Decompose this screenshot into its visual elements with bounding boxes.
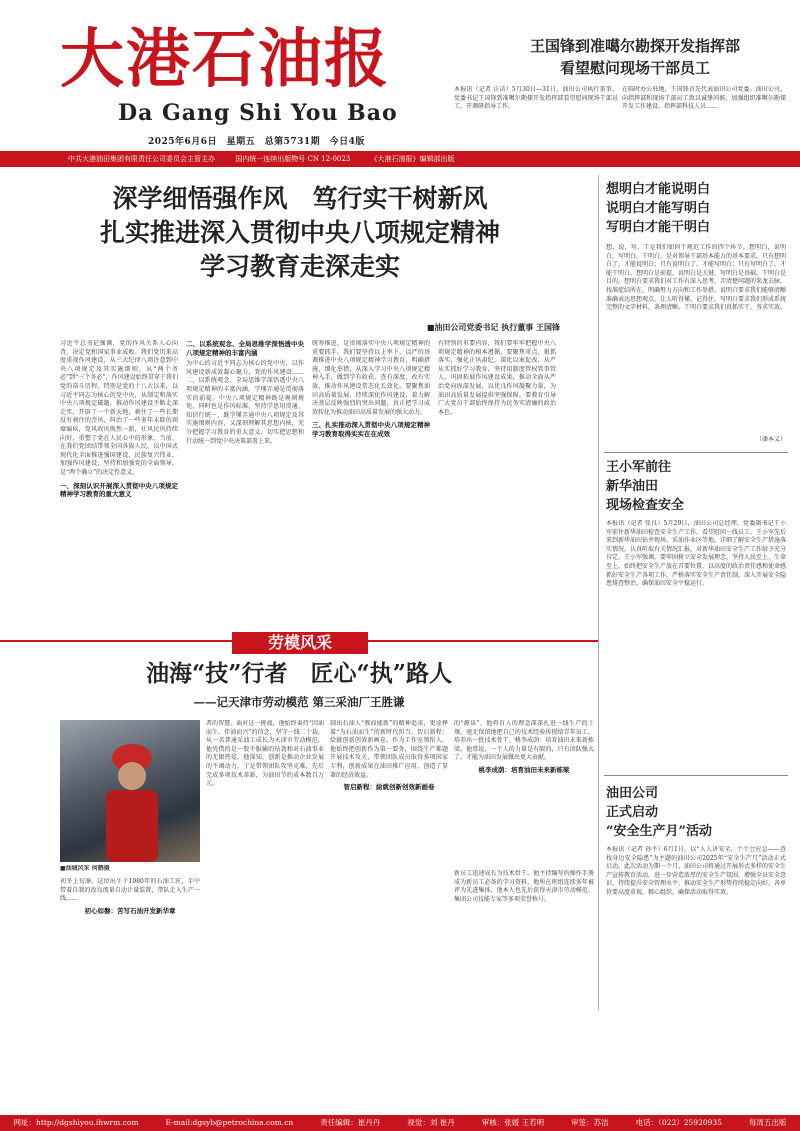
top-story-headline-2: 看望慰问现场干部员工: [559, 59, 710, 77]
feature-col-5: 新员工迅速成长为技术骨干。他主持编写的操作手册成为新员工必备的学习资料，他所在班组连续多年被评为先进集体，他本人也先后获得天津市劳动模范、集团公司技能专家等多项荣誉称号。: [454, 870, 594, 903]
sidebar1-body: 想，说，写，干是我们如何干规范工作的四个环节。想明白，说明白，写明白，干明白，是对领导干部基本能力的基本要求。只有想明白了，才能说明白；只有说明白了，才能写明白；只有写明白了，才能干明白。想明白是前提，说明白是关键，写明白是基础，干明白是目的。想明白要求我们对工作有深入思考，弄清楚问题的来龙去脉，找准症结所在，明确努力方向和工作举措。说明白要求我们能够清晰准确表达思想观点，让人听得懂、记得住。写明白要求我们形成系统完整的文字材料，条理清晰。干明白要求我们真抓实干、务求实效。: [606, 244, 786, 312]
lead-col-2-text: 为中心的习近平同志为核心的党中央，以作风建设新成效凝心聚力，党的作风建设……二、以系统观念、全局思维学深悟透中央八项规定精神的丰富内涵。学懂弄通是贯彻落实的前提。中央八项规定精神既是规则规矩，同时也是作风标准，坚持学思用贯通、知信行统一，既学懂弄通中央八项规定及其实施细则内容，又深刻理解其思想内核，充分把握学习教育的重大意义，切实把思想和行动统一到党中央决策部署上来。: [186, 360, 304, 445]
lead-col-2: [186, 340, 304, 630]
sidebar1-author: （潘本义）: [755, 436, 786, 443]
lead-col-1: [60, 340, 178, 630]
feature-col-3: [330, 720, 448, 1010]
lead-col-3: [312, 340, 430, 630]
feature-subhead-b: 智启新程：絵就创新创效新画卷: [343, 783, 435, 792]
sidebar3-headline: [606, 784, 786, 841]
sidebar2-headline-3: 现场检查安全: [606, 498, 685, 513]
sidebar-divider: [598, 175, 599, 1010]
section-label: 劳模风采: [232, 632, 368, 654]
lead-subhead-2: 二、以系统观念、全局思维学深悟透中央八项规定精神的丰富内涵: [186, 340, 304, 357]
feature-col-2: 者的智慧。面对这一挑战，他始终秉持“因油而生、伴油而兴”的信念，坚守一线二十载。从一名普通采油工成长为天津市劳动模范，他凭借的是一股不服输的钻劲和对石油事业的无限热爱。他深知，创新是推动企业发展的不竭动力，于是带领团队攻坚克难，先后完成多项技术革新，为油田节约成本数百万元。: [206, 720, 324, 788]
info-bar-editor: 《大港石油报》编辑部出版: [370, 155, 455, 163]
info-bar: [0, 151, 800, 167]
sidebar3-headline-1: 油田公司: [606, 786, 659, 801]
feature-photo: [60, 720, 200, 862]
info-bar-publisher: 中共大港油田集团有限责任公司委员会主管主办: [68, 155, 215, 163]
lead-headline-2: 扎实推进深入贯彻中央八项规定精神: [99, 218, 500, 247]
sidebar2-headline-1: 王小军前往: [606, 460, 672, 475]
sidebar3-headline-2: 正式启动: [606, 805, 659, 820]
footer-approval: 审签：苏洁: [571, 1118, 609, 1127]
uniform-shape: [106, 790, 158, 862]
feature-col-4: [454, 720, 594, 865]
sidebar3-body: 本报讯（记者 孙平）6月1日，以“人人讲安全，个个会应急——查找身边安全隐患”为主题的油田公司2025年“安全生产月”活动正式启动。此次活动为期一个月，油田公司将通过开展形式多样的安全生产宣传教育活动，进一步营造浓厚的安全生产氛围，增强全员安全意识，持续提升安全管理水平，推动安全生产形势持续稳定向好。各单位要高度重视，精心组织，确保活动取得实效。: [606, 846, 786, 896]
lead-subhead-1: 一、深刻认识开展深入贯彻中央八项规定精神学习教育的重大意义: [60, 481, 178, 499]
face-shape: [118, 762, 146, 790]
sidebar2-body: 本报讯（记者 张良）5月29日，油田公司总经理、党委副书记王小军前往新华油田检查安全生产工作，看望慰问一线员工。王小军先后来到新华油田钻井现场、采油作业区等地，详细了解安全生产措施落实情况，认真听取有关情况汇报，对新华油田安全生产工作给予充分肯定。王小军强调，要牢固树立安全发展理念，坚持人民至上、生命至上，始终把安全生产放在首要位置，以高度的政治责任感和使命感抓好安全生产各项工作，严格落实安全生产责任制，深入开展安全隐患排查整治，确保油田安全平稳运行。: [606, 520, 786, 588]
feature-col-4-text: 的“源泉”，他将育人的理念深深扎进一线生产的土壤，毫无保留地把自己的技术经验传授给青年员工，培养出一批技术骨干。桃李成荫：培育油田未来新栋梁。他常说，一个人的力量是有限的，只有团队强大了，才能为油田发展做出更大贡献。: [454, 720, 594, 762]
sidebar-rule-1: [604, 452, 788, 453]
sidebar3-headline-3: “安全生产月”活动: [606, 824, 712, 839]
sidebar1-headline-2: 说明白才能写明白: [606, 201, 711, 216]
footer-editor: 责任编辑：崔丹丹: [320, 1118, 381, 1127]
feature-col-3-text: 制出石油人“教而能新”的精神追求，更诠释着“为石油而生”的新时代担当。智启新程：絵就创新创效新画卷。作为工作室领衔人，他始终把创新作为第一要务，围绕生产难题开展技术攻关，带领团队成员取得多项国家专利，创新成果在油田推广应用，创造了显著的经济效益。: [330, 720, 448, 779]
sidebar1-headline: [606, 180, 786, 237]
lead-col-1-text: 习近平总书记强调，党的作风关系人心向背，决定党和国家事业成败。我们党历来高度重视作风建设，从三大纪律八项注意到中央八项规定及其实施细则，从“两个务必”到“三个务必”，作风建设始终贯穿于我们党的奋斗历程。特别是党的十八大以来，以习近平同志为核心的党中央，从制定和落实中央八项规定破题，推动作风建设不断走深走实，开辟了一个新天地，刹住了一些长期没有刹住的歪风，纠治了一些多年未除的顽瘴痼疾，党风政风焕然一新，社风民风持续向好，重塑了党在人民心中的形象。当前，在我们党团结带领全国各族人民，以中国式现代化全面推进强国建设、民族复兴伟业，加强作风建设，坚持和加强党的全面领导，是“两个确立”的决定性意义。: [60, 340, 178, 476]
footer-frequency: 每周五出版: [748, 1118, 787, 1127]
lead-headline: [0, 182, 600, 284]
feature-photo-caption: ■油城风采 何鹤摄: [60, 865, 110, 872]
feature-headline: 油海“技”行者 匠心“执”路人: [146, 660, 452, 687]
feature-subheadline: ——记天津市劳动模范 第三采油厂王胜谦: [193, 695, 405, 709]
lead-headline-1: 深学细悟强作风 笃行实干树新风: [112, 184, 488, 213]
sidebar1-headline-1: 想明白才能说明白: [606, 182, 711, 197]
footer-website: 网址：http://dgshiyou.ihwrm.com: [13, 1118, 139, 1127]
info-bar-serial: 国内统一连续出版物号 CN 12-0023: [235, 155, 351, 163]
feature-col-1: [60, 878, 200, 1010]
sidebar2-headline-2: 新华油田: [606, 479, 659, 494]
lead-col-4: 有特别的重要内容，我们要牢牢把握中央八项规定精神的根本遵循，要聚焦重点、狠抓落实，强化正风肃纪，深化以案促改，从严从实抓好学习教育，坚持用制度管权管事管人，巩固拓展作风建设成果，推动全面从严治党向纵深发展，以优良作风凝聚力量，为油田高质量发展提供坚强保障。要教育引导广大党员干部始终保持为民务实清廉的政治本色。: [438, 340, 556, 416]
top-story: [470, 35, 800, 79]
footer-bar: [0, 1115, 800, 1131]
feature-subhead-a: 初心如磐：苦写石油开发新华章: [84, 906, 176, 915]
lead-headline-3: 学习教育走深走实: [199, 252, 400, 281]
lead-col-3-text: 统筹推进，是贯彻落实中央八项规定精神的重要抓手。我们要坚持以上率下，以严的基调推进中央八项规定精神学习教育，明确措施，细化举措，从深入学习中央八项规定精神入手，做到学有收获、查有深度、改有实效，推动作风建设常态化长效化。要聚焦油田高质量发展，持续深化作风建设，着力解决基层反映强烈的突出问题，真正把学习成效转化为推动油田高质量发展的强大动力。: [312, 340, 430, 416]
top-story-lead: 本报讯（记者 汪洁）5月30日—31日，油田公司执行董事、党委书记王国锋到准噶尔勘探开发指挥部看望慰问现场干部员工，开调研指导工作。: [454, 86, 618, 111]
footer-review: 审核：张媛 王若明: [481, 1118, 545, 1127]
feature-subhead-c: 桃李成荫：培育油田未来新栋梁: [478, 765, 570, 774]
top-story-body: 在临时办公驻地，王国锋首先代表油田公司党委、油田公司，向指挥部和现场干部员工致以诚挚问候，加强组织准噶尔勘探开发工作建设、指挥部科技人员……: [622, 86, 786, 111]
worker-photo-icon: [60, 720, 200, 862]
sidebar1-headline-3: 写明白才能干明白: [606, 220, 711, 235]
feature-col-1-text: 初冬上旬凛，这位出生于1980年的石油工匠，手中带着自制的改良流量自动计量装置，带队走入生产一线……: [60, 878, 200, 903]
footer-phone: 电话：（022）25920935: [635, 1118, 722, 1127]
top-story-headline-1: 王国锋到准噶尔勘探开发指挥部: [529, 37, 740, 55]
sidebar2-headline: [606, 458, 786, 515]
masthead-title: 大港石油报: [60, 22, 390, 97]
footer-email: E-mail:dgsyb@petrochina.com.cn: [165, 1118, 294, 1127]
masthead-pinyin: Da Gang Shi You Bao: [118, 100, 398, 126]
footer-visual: 视觉：刘 崔丹: [407, 1118, 455, 1127]
masthead-date-line: 2025年6月6日 星期五 总第5731期 今日4版: [148, 137, 365, 147]
sidebar-rule-2: [604, 775, 788, 776]
lead-subhead-3: 三、扎实推动深入贯彻中央八项规定精神学习教育取得实实在在成效: [312, 421, 430, 438]
lead-byline: ■油田公司党委书记 执行董事 王国锋: [426, 322, 560, 332]
